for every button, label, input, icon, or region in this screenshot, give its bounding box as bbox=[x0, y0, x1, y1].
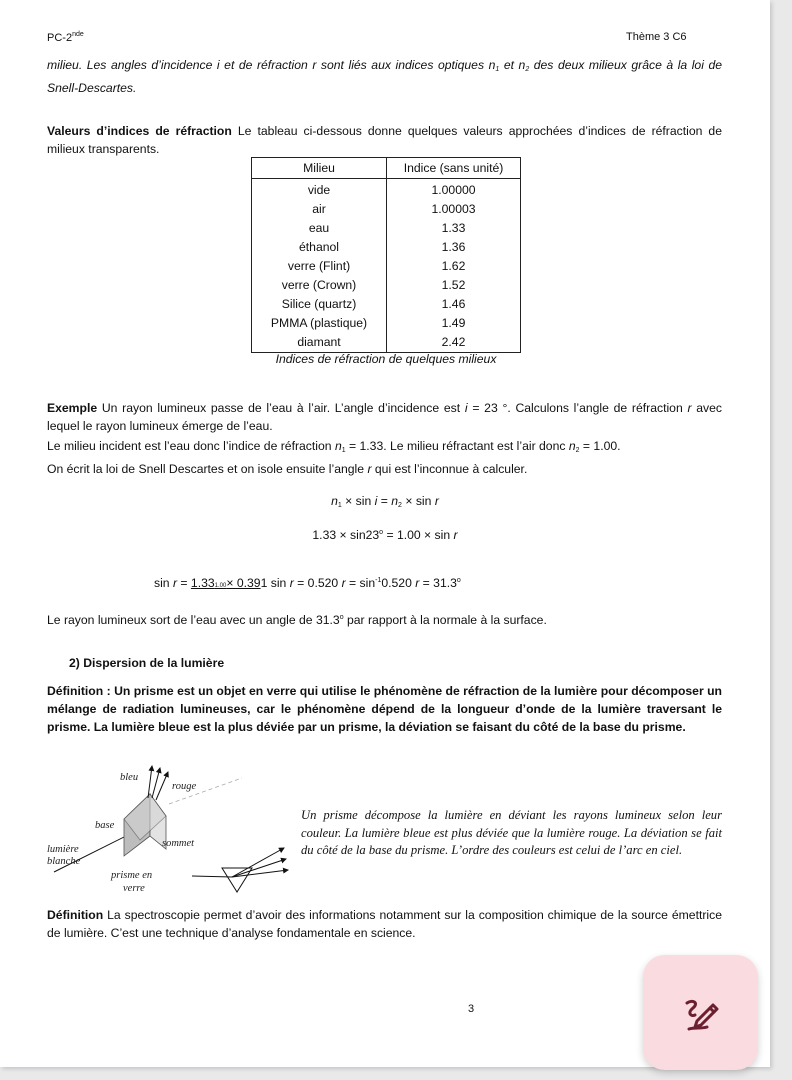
draw-edit-icon bbox=[679, 991, 723, 1035]
ray-2d-in bbox=[192, 876, 232, 877]
label-bleu: bleu bbox=[120, 772, 139, 783]
table-row: Silice (quartz) 1.46 bbox=[252, 295, 521, 314]
table-row: verre (Flint) 1.62 bbox=[252, 257, 521, 276]
indices-heading: Valeurs d’indices de réfraction bbox=[47, 124, 232, 138]
table-caption: Indices de réfraction de quelques milieux bbox=[275, 352, 497, 366]
label-lumiere: lumière bbox=[47, 844, 79, 855]
dispersion-definition: Définition : Un prisme est un objet en verre qui utilise le phénomène de réfraction de la lumière pour décomposer un mélange de radiation lumineuses, car le phénomène dépend de la longueur d’onde de la lumière traversant le prisme. La lumière bleue est la plus déviée par un prisme, la déviation se faisant du côté de la base du prisme. bbox=[47, 684, 722, 734]
intro-paragraph: milieu. Les angles d’incidence i et de réfraction r sont liés aux indices optiques $n_1$ et $n_2$ des deux milieux grâce à la loi de Snell-Descartes. bbox=[47, 58, 723, 95]
label-sommet: sommet bbox=[162, 838, 195, 849]
prism-diagram bbox=[44, 764, 294, 896]
indices-paragraph: Valeurs d’indices de réfraction Le tableau ci-dessous donne quelques valeurs approchées d’indices de réfraction de milieux transparents. bbox=[47, 124, 722, 156]
label-rouge: rouge bbox=[172, 781, 197, 792]
spectroscopy-paragraph: Définition La spectroscopie permet d’avoir des informations notamment sur la composition chimique de la source émettrice de lumière. C’est une technique d’analyse fondamentale en science. bbox=[47, 908, 722, 940]
header-right: Thème 3 C6 bbox=[626, 31, 687, 43]
example-paragraph: Exemple Un rayon lumineux passe de l’eau à l’air. L’angle d’incidence est i = 23 °. Calculons l’angle de réfraction r avec lequel le rayon lumineux émerge de l’eau. bbox=[47, 401, 723, 433]
table-row: PMMA (plastique) 1.49 bbox=[252, 314, 521, 333]
formula-numeric: $1.33 \times \sin 23^o = 1.00 \times \sin r$ bbox=[312, 528, 458, 542]
table-header-row bbox=[252, 158, 521, 179]
ray-blue bbox=[148, 766, 152, 798]
label-blanche: blanche bbox=[47, 856, 81, 867]
result-line: Le rayon lumineux sort de l’eau avec un angle de 31.3$^o$ par rapport à la normale à la surface. bbox=[47, 613, 547, 627]
formula-solution: sin r = 1.331.00× 0.391 sin r = 0.520 $r = \sin^{-1}0.520$ $r = 31.3^o$ bbox=[154, 576, 461, 590]
table-row: diamant 2.42 bbox=[252, 333, 521, 353]
table-row: vide 1.00000 bbox=[252, 179, 521, 201]
spectroscopy-heading: Définition bbox=[47, 908, 104, 922]
draw-edit-button[interactable] bbox=[643, 955, 758, 1070]
refraction-index-table bbox=[251, 157, 521, 353]
table-row: eau 1.33 bbox=[252, 219, 521, 238]
label-base: base bbox=[95, 820, 115, 831]
example-line-media: Le milieu incident est l’eau donc l’indice de réfraction $n_1 = 1.33$. Le milieu réfractant est l’air donc $n_2 = 1.00$. bbox=[47, 439, 621, 454]
label-verre: verre bbox=[123, 883, 145, 894]
page-number: 3 bbox=[468, 1003, 475, 1015]
dispersion-heading: 2) Dispersion de la lumière bbox=[69, 656, 225, 670]
table-row: air 1.00003 bbox=[252, 200, 521, 219]
header-left bbox=[47, 31, 84, 44]
header-course: PC-2 bbox=[47, 32, 73, 44]
example-heading: Exemple bbox=[47, 401, 98, 415]
header-course-sup: nde bbox=[72, 31, 84, 38]
example-line-method: On écrit la loi de Snell Descartes et on isole ensuite l’angle r qui est l’inconnue à calculer. bbox=[47, 462, 528, 476]
table-row: éthanol 1.36 bbox=[252, 238, 521, 257]
table-header-milieu: Milieu bbox=[252, 158, 387, 179]
table-row: verre (Crown) 1.52 bbox=[252, 276, 521, 295]
label-prisme-en: prisme en bbox=[111, 870, 153, 881]
prism-explanation: Un prisme décompose la lumière en déviant les rayons lumineux selon leur couleur. La lumière bleue est plus déviée que la lumière rouge. La déviation se fait du côté de la base du prisme. L’ordre des couleurs est celui de l’arc en ciel. bbox=[301, 808, 722, 857]
ray-2d-c bbox=[232, 870, 288, 877]
table-header-indice: Indice (sans unité) bbox=[387, 158, 521, 179]
formula-snell: $n_1 \times \sin i = n_2 \times \sin r$ bbox=[331, 494, 439, 509]
